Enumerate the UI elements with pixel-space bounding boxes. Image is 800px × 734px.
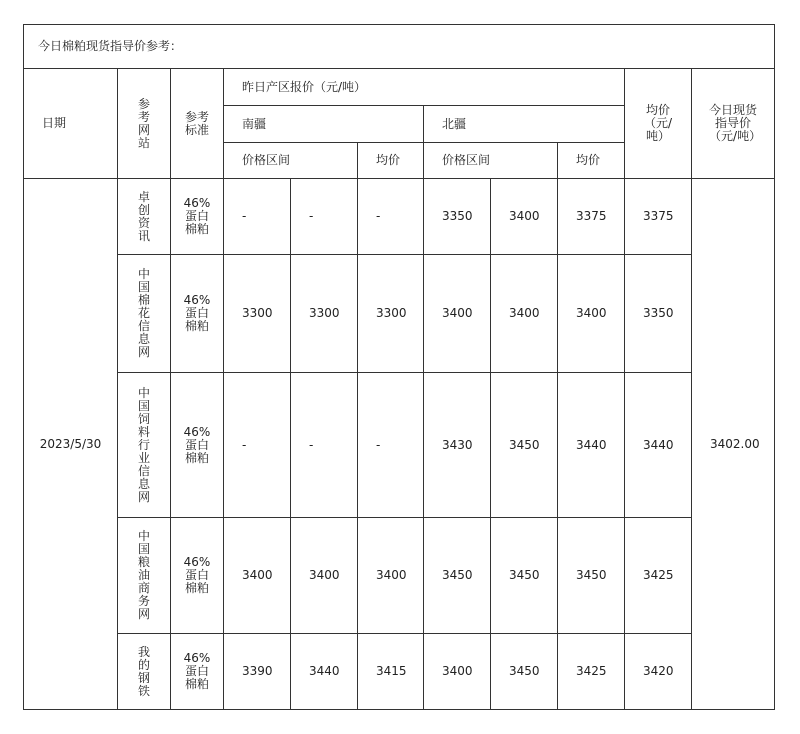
avg-price: 3440	[625, 373, 692, 518]
south-high: -	[291, 179, 358, 255]
avg-price: 3375	[625, 179, 692, 255]
south-avg: 3300	[358, 255, 424, 373]
north-high: 3400	[491, 179, 558, 255]
caption-row	[24, 25, 775, 69]
site-cell	[118, 255, 171, 373]
site-cell	[118, 518, 171, 634]
table-caption: 今日棉粕现货指导价参考：	[24, 25, 775, 69]
south-high: 3400	[291, 518, 358, 634]
site-cell	[118, 179, 171, 255]
header-site-text: 参考网站	[138, 96, 151, 150]
avg-price: 3425	[625, 518, 692, 634]
north-avg: 3425	[558, 634, 625, 710]
north-avg: 3450	[558, 518, 625, 634]
north-low: 3430	[424, 373, 491, 518]
header-avg-unit-text: 均价（元/吨）	[643, 103, 673, 143]
header-north-range: 价格区间	[424, 143, 558, 179]
header-south: 南疆	[224, 106, 424, 143]
avg-price: 3350	[625, 255, 692, 373]
site-cell	[118, 373, 171, 518]
price-table-container	[23, 24, 774, 710]
south-high: 3440	[291, 634, 358, 710]
standard-text: 46%蛋白棉粕	[183, 555, 211, 595]
table-row	[24, 634, 775, 710]
standard-cell	[171, 255, 224, 373]
standard-cell	[171, 373, 224, 518]
south-avg: -	[358, 373, 424, 518]
south-high: -	[291, 373, 358, 518]
south-low: 3390	[224, 634, 291, 710]
standard-cell	[171, 518, 224, 634]
standard-text: 46%蛋白棉粕	[183, 293, 211, 333]
south-high: 3300	[291, 255, 358, 373]
site-cell	[118, 634, 171, 710]
header-standard-text: 参考标准	[185, 109, 210, 137]
table-row	[24, 255, 775, 373]
south-avg: 3400	[358, 518, 424, 634]
north-high: 3400	[491, 255, 558, 373]
north-avg: 3440	[558, 373, 625, 518]
header-avg-unit	[625, 69, 692, 179]
north-avg: 3400	[558, 255, 625, 373]
south-low: -	[224, 373, 291, 518]
site-name: 中国粮油商务网	[138, 529, 151, 621]
price-table	[23, 24, 775, 710]
header-date: 日期	[24, 69, 118, 179]
header-north: 北疆	[424, 106, 625, 143]
south-avg: 3415	[358, 634, 424, 710]
standard-cell	[171, 634, 224, 710]
south-avg: -	[358, 179, 424, 255]
header-standard	[171, 69, 224, 179]
north-high: 3450	[491, 518, 558, 634]
header-south-avg: 均价	[358, 143, 424, 179]
header-site	[118, 69, 171, 179]
north-avg: 3375	[558, 179, 625, 255]
north-high: 3450	[491, 373, 558, 518]
south-low: -	[224, 179, 291, 255]
north-low: 3350	[424, 179, 491, 255]
site-name: 中国棉花信息网	[138, 267, 151, 359]
site-name: 中国饲料行业信息网	[138, 385, 151, 504]
standard-text: 46%蛋白棉粕	[183, 196, 211, 236]
header-south-range: 价格区间	[224, 143, 358, 179]
south-low: 3400	[224, 518, 291, 634]
north-low: 3400	[424, 255, 491, 373]
north-low: 3450	[424, 518, 491, 634]
north-high: 3450	[491, 634, 558, 710]
table-row	[24, 518, 775, 634]
standard-cell	[171, 179, 224, 255]
site-name: 卓创资讯	[138, 189, 151, 243]
header-yesterday: 昨日产区报价（元/吨）	[224, 69, 625, 106]
table-row	[24, 373, 775, 518]
south-low: 3300	[224, 255, 291, 373]
header-today-text: 今日现货指导价（元/吨）	[709, 103, 762, 143]
date-cell: 2023/5/30	[24, 179, 118, 710]
north-low: 3400	[424, 634, 491, 710]
header-today	[692, 69, 775, 179]
standard-text: 46%蛋白棉粕	[183, 424, 211, 465]
header-row-1	[24, 69, 775, 106]
avg-price: 3420	[625, 634, 692, 710]
header-north-avg: 均价	[558, 143, 625, 179]
standard-text: 46%蛋白棉粕	[183, 651, 211, 691]
site-name: 我的钢铁	[138, 644, 151, 698]
table-row	[24, 179, 775, 255]
today-price: 3402.00	[692, 179, 775, 710]
